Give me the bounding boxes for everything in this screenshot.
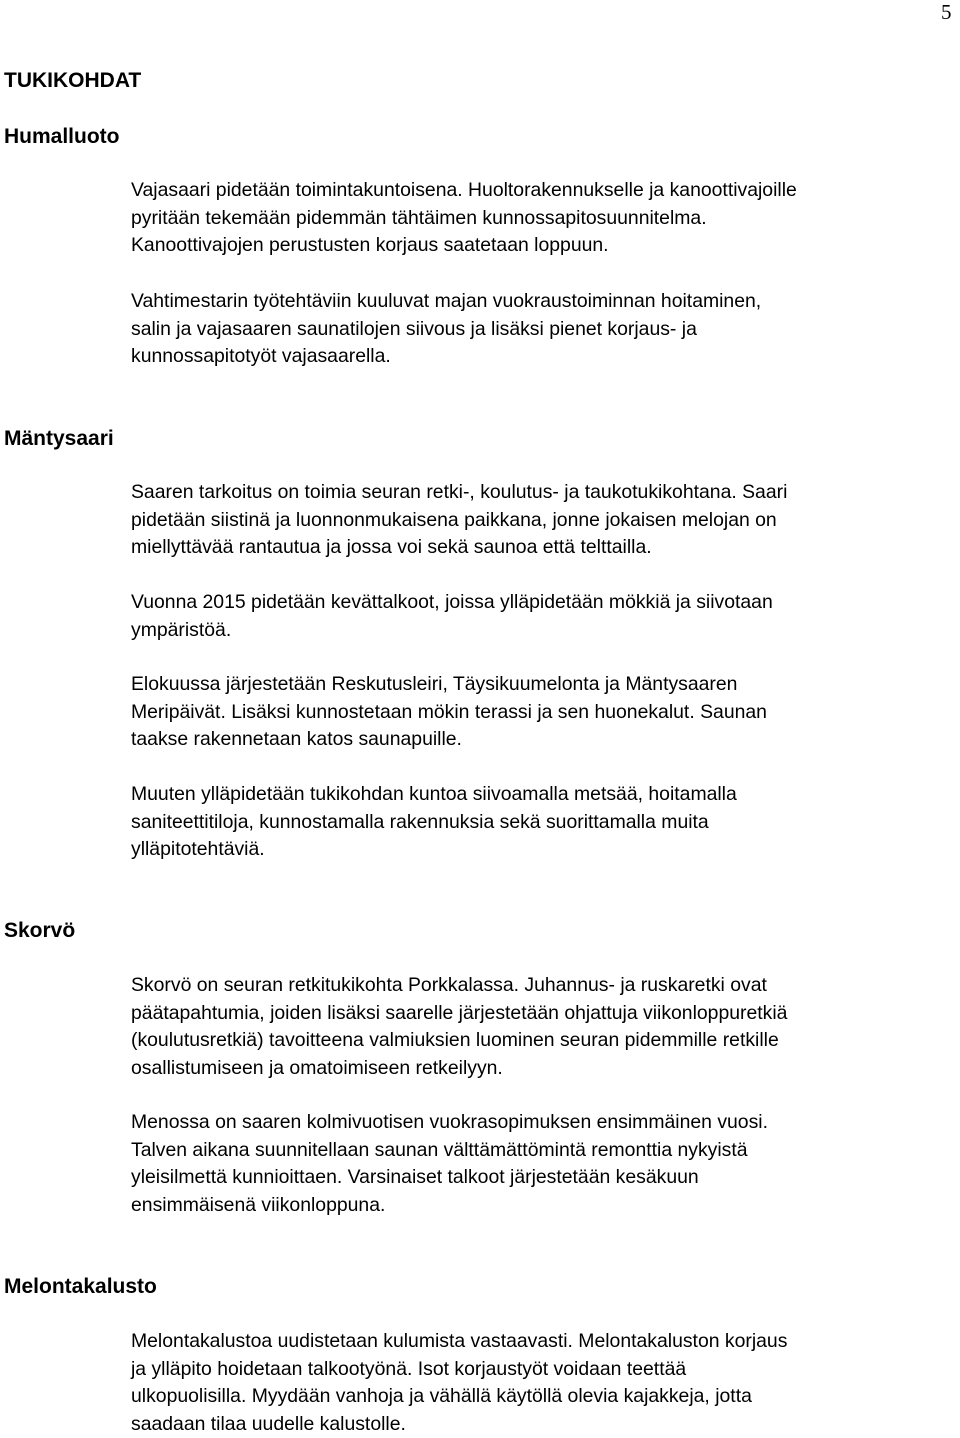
section-heading-humalluoto: Humalluoto [4,125,120,148]
paragraph-mantysaari-1: Saaren tarkoitus on toimia seuran retki-, koulutus- ja taukotukikohtana. Saari pidetään siistinä ja luonnonmukaisena paikkana, jonne jokaisen melojan on miellyttävää rantautua ja jossa voi sekä saunoa että telttailla. [131,481,788,558]
paragraph-skorvo-1: Skorvö on seuran retkitukikohta Porkkalassa. Juhannus- ja ruskaretki ovat päätapahtumia, joiden lisäksi saarelle järjestetään ohjattuja viikonloppuretkiä (koulutusretkiä) tavoitteena valmiuksien luominen seuran pidemmille retkille osallistumiseen ja omatoimiseen retkeilyyn. [131,974,788,1079]
paragraph-mantysaari-2: Vuonna 2015 pidetään kevättalkoot, joissa ylläpidetään mökkiä ja siivotaan ympäristöä. [131,591,773,641]
paragraph-skorvo-2: Menossa on saaren kolmivuotisen vuokrasopimuksen ensimmäinen vuosi. Talven aikana suunnitellaan saunan välttämättömintä remonttia nykyistä yleisilmettä kunnioittaen. Varsinaiset talkoot järjestetään kesäkuun ensimmäisenä viikonloppuna. [131,1111,768,1216]
paragraph-mantysaari-3: Elokuussa järjestetään Reskutusleiri, Täysikuumelonta ja Mäntysaaren Meripäivät. Lisäksi kunnostetaan mökin terassi ja sen huonekalut. Saunan taakse rakennetaan katos saunapuille. [131,673,767,750]
paragraph-melontakalusto-1: Melontakalustoa uudistetaan kulumista vastaavasti. Melontakaluston korjaus ja ylläpito hoidetaan talkootyönä. Isot korjaustyöt voidaan teettää ulkopuolisilla. Myydään vanhoja ja vähällä käytöllä olevia kajakkeja, jotta saadaan tilaa uudelle kalustolle. [131,1330,788,1435]
section-heading-melontakalusto: Melontakalusto [4,1275,157,1298]
page-title: TUKIKOHDAT [4,69,142,92]
paragraph-mantysaari-4: Muuten ylläpidetään tukikohdan kuntoa siivoamalla metsää, hoitamalla saniteettitiloja, kunnostamalla rakennuksia sekä suorittamalla muita ylläpitotehtäviä. [131,783,737,860]
section-heading-skorvo: Skorvö [4,919,76,942]
section-heading-mantysaari: Mäntysaari [4,427,114,450]
page-number: 5 [941,0,952,24]
paragraph-humalluoto-2: Vahtimestarin työtehtäviin kuuluvat majan vuokraustoiminnan hoitaminen, salin ja vajasaaren saunatilojen siivous ja lisäksi pienet korjaus- ja kunnossapitotyöt vajasaarella. [131,290,762,367]
paragraph-humalluoto-1: Vajasaari pidetään toimintakuntoisena. Huoltorakennukselle ja kanoottivajoille pyritään tekemään pidemmän tähtäimen kunnossapitosuunnitelma. Kanoottivajojen perustusten korjaus saatetaan loppuun. [131,179,797,256]
